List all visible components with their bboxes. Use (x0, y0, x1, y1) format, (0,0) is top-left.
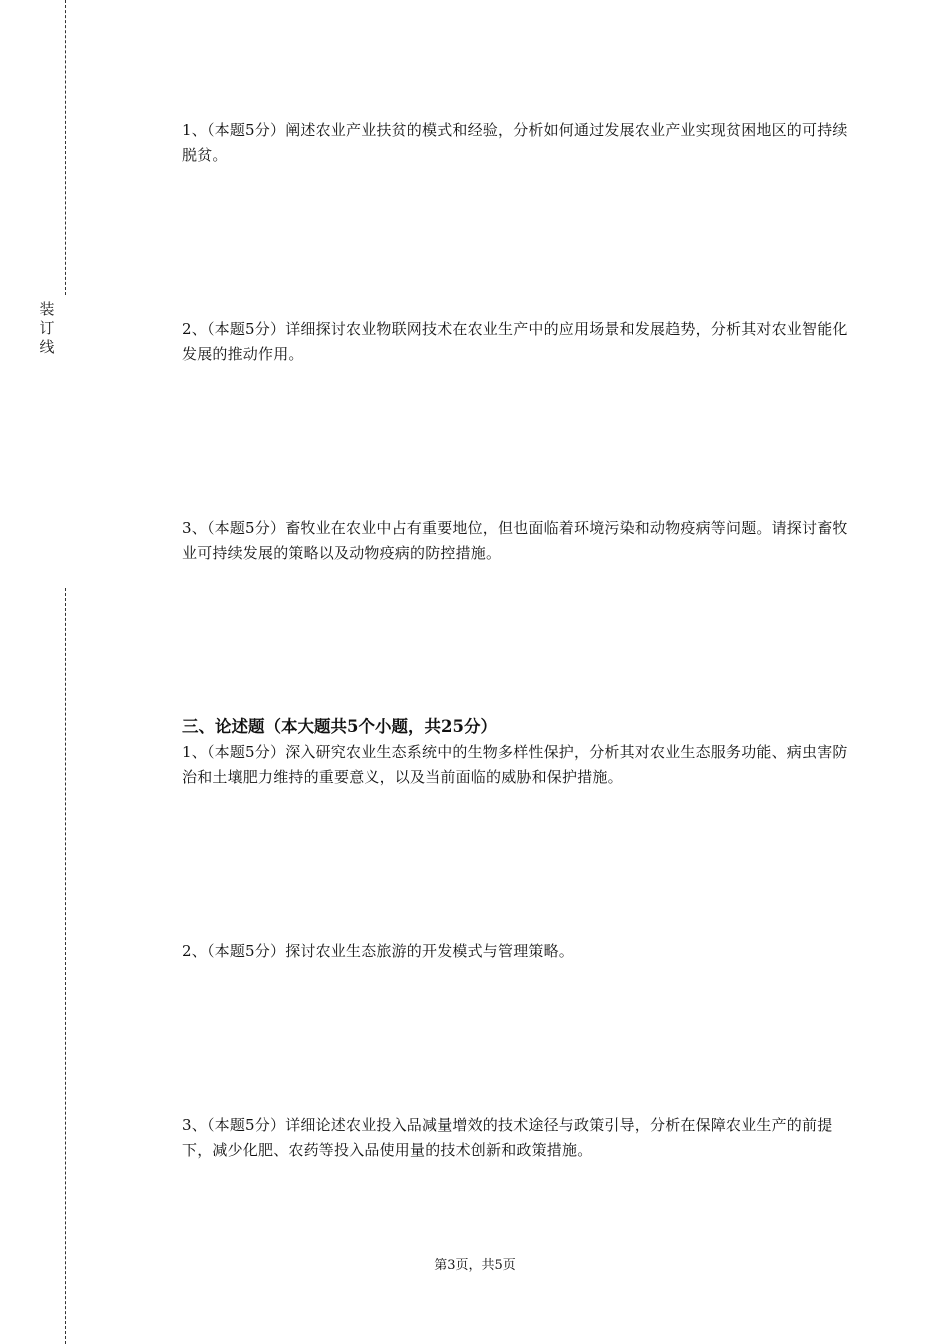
question-score: （本题5分） (206, 121, 286, 139)
section-heading: 三、论述题（本大题共5个小题，共25分） (182, 717, 497, 736)
binding-dashed-line-bottom (65, 588, 66, 1344)
question-text: 探讨农业生态旅游的开发模式与管理策略。 (285, 942, 575, 960)
question-text: 阐述农业产业扶贫的模式和经验，分析如何通过发展农业产业实现贫困地区的可持续脱贫。 (182, 121, 848, 164)
question-number: 3、 (182, 519, 207, 537)
question-2-2 (182, 317, 852, 367)
binding-label-char: 装 (39, 300, 55, 318)
question-2-3 (182, 516, 852, 566)
question-score: （本题5分） (206, 320, 286, 338)
question-text: 详细论述农业投入品减量增效的技术途径与政策引导，分析在保障农业生产的前提下，减少化肥、农药等投入品使用量的技术创新和政策措施。 (182, 1116, 833, 1159)
binding-dashed-line-top (65, 0, 66, 295)
question-score: （本题5分） (206, 519, 286, 537)
question-text: 畜牧业在农业中占有重要地位，但也面临着环境污染和动物疫病等问题。请探讨畜牧业可持续发展的策略以及动物疫病的防控措施。 (182, 519, 848, 562)
question-2-1 (182, 118, 852, 168)
question-text: 详细探讨农业物联网技术在农业生产中的应用场景和发展趋势，分析其对农业智能化发展的推动作用。 (182, 320, 848, 363)
question-3-1 (182, 740, 852, 790)
binding-label (37, 300, 57, 357)
question-score: （本题5分） (206, 942, 286, 960)
question-score: （本题5分） (206, 1116, 286, 1134)
question-number: 3、 (182, 1116, 207, 1134)
question-3-2 (182, 939, 852, 964)
binding-label-char: 线 (39, 338, 55, 356)
question-number: 1、 (182, 743, 207, 761)
question-text: 深入研究农业生态系统中的生物多样性保护，分析其对农业生态服务功能、病虫害防治和土壤肥力维持的重要意义，以及当前面临的威胁和保护措施。 (182, 743, 848, 786)
question-number: 2、 (182, 942, 207, 960)
question-number: 1、 (182, 121, 207, 139)
page-number: 第3页，共5页 (434, 1258, 516, 1273)
question-3-3 (182, 1113, 852, 1163)
question-number: 2、 (182, 320, 207, 338)
binding-label-char: 订 (39, 319, 55, 337)
question-score: （本题5分） (206, 743, 286, 761)
